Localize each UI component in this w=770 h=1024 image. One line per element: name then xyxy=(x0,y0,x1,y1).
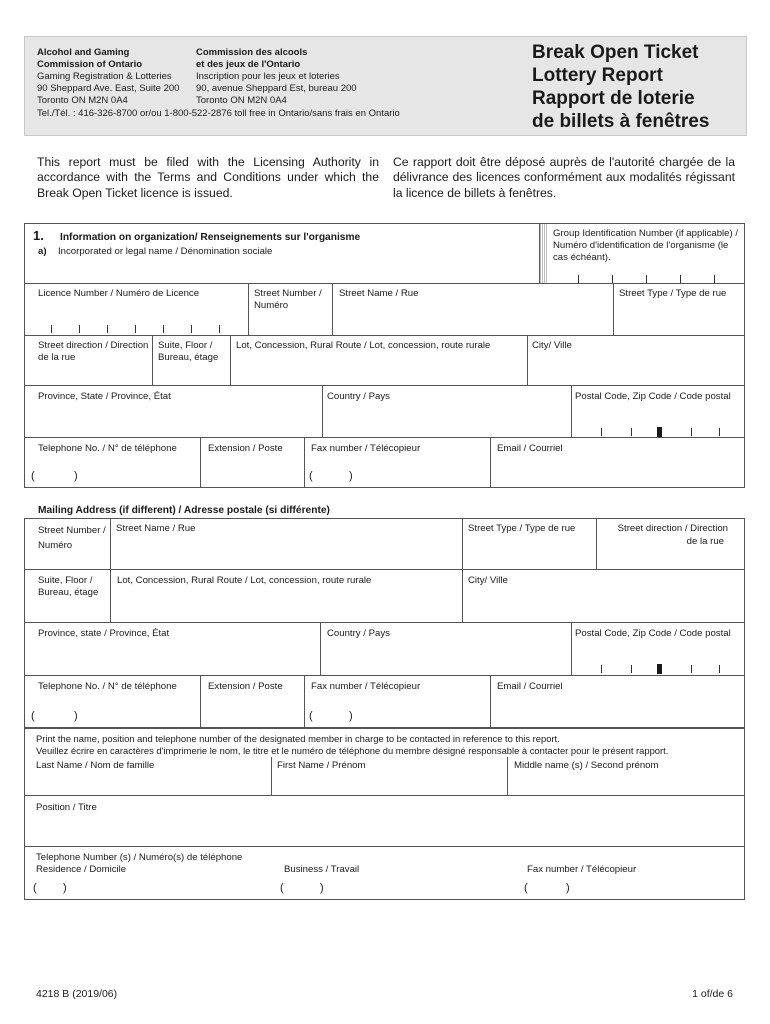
mail-street-direction-label-2: de la rue xyxy=(686,536,724,547)
street-name-field[interactable] xyxy=(335,302,610,333)
group-id-tick xyxy=(714,275,715,283)
divider xyxy=(24,846,745,847)
group-id-shading xyxy=(540,224,548,283)
postal-tick xyxy=(719,428,720,436)
telephone-numbers-label: Telephone Number (s) / Numéro(s) de téléphone xyxy=(36,852,243,863)
business-close-paren: ) xyxy=(320,882,324,894)
divider xyxy=(304,675,305,728)
agency-address-en: 90 Sheppard Ave. East, Suite 200 xyxy=(37,83,180,94)
postal-tick xyxy=(719,665,720,673)
street-number-label: Street Number / Numéro xyxy=(254,288,322,311)
mail-postal-code-label: Postal Code, Zip Code / Code postal xyxy=(575,628,731,639)
street-number-field[interactable] xyxy=(250,312,330,333)
postal-tick xyxy=(691,665,692,673)
mail-extension-label: Extension / Poste xyxy=(208,681,283,692)
divider xyxy=(200,437,201,488)
street-name-label: Street Name / Rue xyxy=(339,288,419,299)
first-name-field[interactable] xyxy=(274,774,504,794)
mail-area-code-close-paren: ) xyxy=(74,710,78,722)
mail-suite-floor-label: Suite, Floor / Bureau, étage xyxy=(38,575,99,598)
residence-phone-field[interactable] xyxy=(30,878,270,898)
divider xyxy=(200,675,201,728)
agency-city-en: Toronto ON M2N 0A4 xyxy=(37,95,128,106)
title-line-3: Rapport de loterie xyxy=(532,88,695,109)
mail-street-name-field[interactable] xyxy=(113,537,460,568)
extension-label: Extension / Poste xyxy=(208,443,283,454)
lot-concession-label: Lot, Concession, Rural Route / Lot, concession, route rurale xyxy=(236,340,491,351)
contact-fax-label: Fax number / Télécopieur xyxy=(527,864,637,875)
extension-field[interactable] xyxy=(202,458,302,486)
group-id-tick xyxy=(612,275,613,283)
suite-floor-label: Suite, Floor / Bureau, étage xyxy=(158,340,219,363)
postal-code-label: Postal Code, Zip Code / Code postal xyxy=(575,391,731,402)
group-id-tick xyxy=(646,275,647,283)
mail-email-field[interactable] xyxy=(492,696,743,726)
area-code-open-paren: ( xyxy=(31,470,35,482)
divider xyxy=(110,569,111,622)
postal-tick xyxy=(631,665,632,673)
residence-close-paren: ) xyxy=(63,882,67,894)
first-name-label: First Name / Prénom xyxy=(277,760,366,771)
postal-tick xyxy=(631,428,632,436)
fax-field[interactable] xyxy=(306,458,488,486)
licence-tick xyxy=(107,325,108,333)
group-id-label: Group Identification Number (if applicable) / Numéro d'identification de l'organisme (le cas échéant). xyxy=(553,228,739,263)
last-name-label: Last Name / Nom de famille xyxy=(36,760,155,771)
divider xyxy=(24,335,745,336)
contact-instruction-fr: Veuillez écrire en caractères d'imprimerie le nom, le titre et le numéro de téléphone du membre désigné responsable à contacter pour le présent rapport. xyxy=(36,745,669,756)
contact-fax-open-paren: ( xyxy=(524,882,528,894)
agency-name-fr-2: et des jeux de l'Ontario xyxy=(196,59,301,70)
mail-country-label: Country / Pays xyxy=(327,628,390,639)
residence-open-paren: ( xyxy=(33,882,37,894)
intro-french: Ce rapport doit être déposé auprès de l'autorité chargée de la délivrance des licences conformément aux modalités régissant la licence de billets à fenêtres. xyxy=(393,155,735,200)
group-id-tick xyxy=(680,275,681,283)
mail-fax-label: Fax number / Télécopieur xyxy=(311,681,421,692)
divider xyxy=(304,437,305,488)
mail-fax-field[interactable] xyxy=(306,696,488,726)
divider xyxy=(490,675,491,728)
country-field[interactable] xyxy=(324,405,569,436)
mail-street-direction-field[interactable] xyxy=(599,550,743,568)
postal-separator xyxy=(657,427,662,437)
divider xyxy=(613,283,614,335)
city-field[interactable] xyxy=(529,354,743,384)
contact-instruction-en: Print the name, position and telephone number of the designated member in charge to be contacted in reference to this report. xyxy=(36,733,560,744)
telephone-label: Telephone No. / N° de téléphone xyxy=(38,443,177,454)
section-number: 1. xyxy=(33,228,44,243)
province-label: Province, State / Province, État xyxy=(38,391,171,402)
divider xyxy=(230,335,231,385)
title-line-4: de billets à fenêtres xyxy=(532,111,710,132)
lot-concession-field[interactable] xyxy=(232,354,525,384)
mail-telephone-label: Telephone No. / N° de téléphone xyxy=(38,681,177,692)
divider xyxy=(24,622,745,623)
telephone-field[interactable] xyxy=(30,458,198,486)
divider xyxy=(24,385,745,386)
middle-name-field[interactable] xyxy=(510,774,743,794)
divider xyxy=(320,622,321,675)
mail-suite-floor-field[interactable] xyxy=(30,600,108,620)
divider xyxy=(332,283,333,335)
agency-address-fr: 90, avenue Sheppard Est, bureau 200 xyxy=(196,83,357,94)
mail-street-direction-label-1: Street direction / Direction xyxy=(617,523,728,534)
residence-label: Residence / Domicile xyxy=(36,864,127,875)
licence-number-field[interactable] xyxy=(30,305,245,333)
postal-separator xyxy=(657,664,662,674)
mail-city-label: City/ Ville xyxy=(468,575,508,586)
legal-name-field[interactable] xyxy=(30,260,530,280)
licence-tick xyxy=(191,325,192,333)
licence-tick xyxy=(135,325,136,333)
mail-fax-open-paren: ( xyxy=(309,710,313,722)
intro-english: This report must be filed with the Licensing Authority in accordance with the Terms and Conditions under which the Break Open Ticket licence is issued. xyxy=(37,155,379,200)
mail-fax-close-paren: ) xyxy=(349,710,353,722)
mail-lot-concession-label: Lot, Concession, Rural Route / Lot, concession, route rurale xyxy=(117,575,372,586)
divider xyxy=(596,518,597,569)
postal-tick xyxy=(691,428,692,436)
licence-tick xyxy=(79,325,80,333)
divider xyxy=(24,675,745,676)
divider xyxy=(571,622,572,675)
street-type-label: Street Type / Type de rue xyxy=(619,288,727,299)
page-number: 1 of/de 6 xyxy=(692,988,733,1000)
licence-tick xyxy=(219,325,220,333)
divider xyxy=(24,437,745,438)
agency-name-fr-1: Commission des alcools xyxy=(196,47,308,58)
agency-city-fr: Toronto ON M2N 0A4 xyxy=(196,95,287,106)
agency-phone: Tel./Tél. : 416-326-8700 or/ou 1-800-522-2876 toll free in Ontario/sans frais en Ontario xyxy=(37,108,400,119)
divider xyxy=(24,795,745,796)
position-label: Position / Titre xyxy=(36,802,97,813)
agency-english-block xyxy=(37,47,197,107)
form-number: 4218 B (2019/06) xyxy=(36,988,118,1000)
city-label: City/ Ville xyxy=(532,340,572,351)
agency-dept-en: Gaming Registration & Lotteries xyxy=(37,71,172,82)
postal-tick xyxy=(601,665,602,673)
mail-city-field[interactable] xyxy=(465,590,743,620)
mail-area-code-open-paren: ( xyxy=(31,710,35,722)
street-direction-label: Street direction / Direction de la rue xyxy=(38,340,149,363)
agency-dept-fr: Inscription pour les jeux et loteries xyxy=(196,71,340,82)
mail-street-name-label: Street Name / Rue xyxy=(116,523,196,534)
agency-french-block xyxy=(196,47,416,107)
divider xyxy=(490,437,491,488)
business-open-paren: ( xyxy=(280,882,284,894)
section-heading: Information on organization/ Renseignements sur l'organisme xyxy=(60,232,361,243)
mail-province-label: Province, state / Province, État xyxy=(38,628,170,639)
last-name-field[interactable] xyxy=(30,774,268,794)
street-type-field[interactable] xyxy=(615,302,743,333)
licence-tick xyxy=(51,325,52,333)
legal-name-label: Incorporated or legal name / Dénomination sociale xyxy=(58,246,273,257)
divider xyxy=(322,385,323,437)
mail-extension-field[interactable] xyxy=(202,696,302,726)
fax-open-paren: ( xyxy=(309,470,313,482)
divider xyxy=(24,283,745,284)
divider xyxy=(24,569,745,570)
divider xyxy=(271,757,272,795)
position-field[interactable] xyxy=(30,816,743,844)
street-direction-field[interactable] xyxy=(30,364,150,384)
suite-floor-field[interactable] xyxy=(154,364,228,384)
area-code-close-paren: ) xyxy=(74,470,78,482)
mail-email-label: Email / Courriel xyxy=(497,681,563,692)
divider xyxy=(462,518,463,569)
title-line-1: Break Open Ticket xyxy=(532,42,699,63)
postal-tick xyxy=(601,428,602,436)
mail-country-field[interactable] xyxy=(324,642,569,673)
province-field[interactable] xyxy=(30,405,320,436)
divider xyxy=(152,335,153,385)
licence-number-label: Licence Number / Numéro de Licence xyxy=(38,288,200,299)
mail-lot-concession-field[interactable] xyxy=(113,590,460,620)
agency-name-en-2: Commission of Ontario xyxy=(37,59,143,70)
middle-name-label: Middle name (s) / Second prénom xyxy=(514,760,659,771)
divider xyxy=(527,335,528,385)
mail-street-type-field[interactable] xyxy=(465,537,594,568)
business-label: Business / Travail xyxy=(284,864,360,875)
country-label: Country / Pays xyxy=(327,391,390,402)
mail-telephone-field[interactable] xyxy=(30,696,198,726)
mail-province-field[interactable] xyxy=(30,642,318,673)
mailing-heading: Mailing Address (if different) / Adresse postale (si différente) xyxy=(38,505,330,516)
mail-street-number-label: Street Number / Numéro xyxy=(38,525,106,551)
report-title xyxy=(532,41,744,133)
divider xyxy=(571,385,572,437)
mail-street-type-label: Street Type / Type de rue xyxy=(468,523,576,534)
licence-tick xyxy=(163,325,164,333)
divider xyxy=(462,569,463,622)
sub-a-marker: a) xyxy=(38,246,47,257)
contact-fax-field[interactable] xyxy=(520,878,742,898)
contact-fax-close-paren: ) xyxy=(566,882,570,894)
title-line-2: Lottery Report xyxy=(532,65,663,86)
fax-label: Fax number / Télécopieur xyxy=(311,443,421,454)
group-id-tick xyxy=(578,275,579,283)
fax-close-paren: ) xyxy=(349,470,353,482)
agency-name-en-1: Alcohol and Gaming xyxy=(37,47,130,58)
email-field[interactable] xyxy=(492,458,743,486)
divider xyxy=(248,283,249,335)
divider xyxy=(110,518,111,569)
business-phone-field[interactable] xyxy=(277,878,512,898)
mail-street-number-field[interactable] xyxy=(30,552,108,568)
divider xyxy=(507,757,508,795)
email-label: Email / Courriel xyxy=(497,443,563,454)
